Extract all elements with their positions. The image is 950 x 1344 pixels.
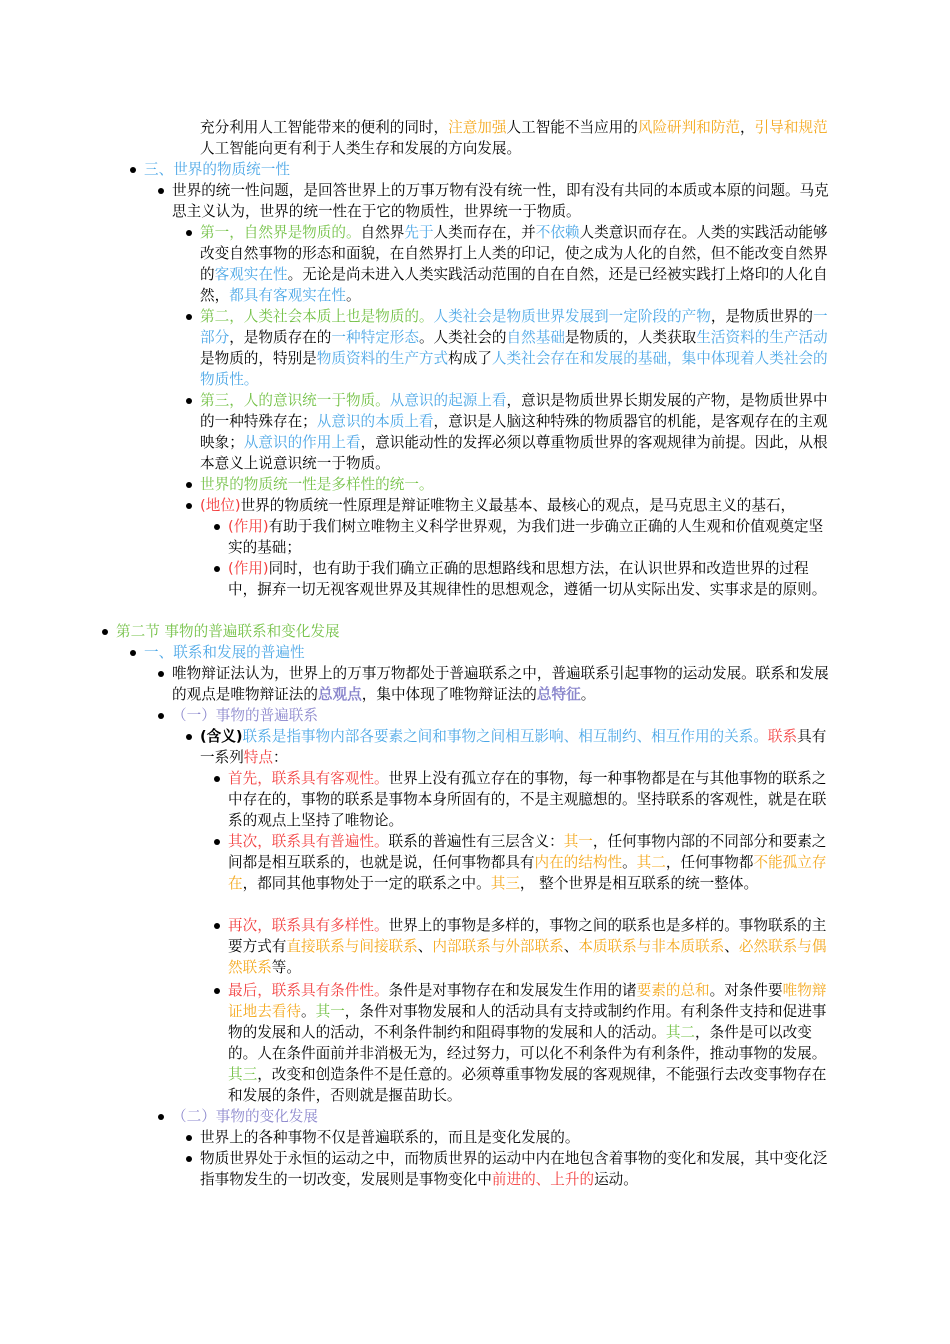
text-run: ，	[740, 119, 755, 136]
text-run: ， 整个世界是相互联系的统一整体。	[519, 875, 759, 892]
text-run: ：	[273, 749, 288, 766]
text-run: 同时，也有助于我们确立正确的思想路线和思想方法，在认识世界和改造世界的过程中，摒弃一切无视客观世界及其规律性的思想观念，遵循一切从实际出发、实事求是的原则。	[228, 560, 827, 598]
text-run: 注意加强	[448, 119, 507, 136]
text-run: 不能孤立存在	[228, 854, 827, 892]
text-run: 生活资料的生产活动	[696, 329, 828, 346]
text-run: 总观点	[317, 686, 362, 703]
text-run: 。对条件要	[709, 982, 783, 999]
text-run: 人类意识而存在。人类的实践活动能够改变自然事物的形态和面貌，在自然界打上人类的印记，使之成为人化的自然，但不能改变自然界的	[200, 224, 828, 283]
text-run: 世界上的事物是多样的，事物之间的联系也是多样的。事物联系的主要方式有	[228, 917, 827, 955]
bullet-icon	[186, 482, 192, 488]
text-run: 从意识的起源上看	[389, 392, 507, 409]
list-item	[228, 768, 836, 831]
text-run: 一、联系和发展的普遍性	[144, 644, 305, 661]
text-run: 其三	[228, 1066, 258, 1083]
bullet-icon	[214, 566, 220, 572]
list-item	[228, 831, 836, 894]
text-run: 联系是指事物内部各要素之间和事物之间相互影响、相互制约、相互作用的关系。	[242, 728, 768, 745]
text-run: 充分利用人工智能带来的便利的同时，	[200, 119, 449, 136]
text-run: 。	[622, 854, 637, 871]
text-run: 本质联系与非本质联系	[578, 938, 725, 955]
text-run: 物质世界处于永恒的运动之中，而物质世界的运动中内在地包含着事物的变化和发展，其中变化泛指事物发生的一切改变，发展则是事物变化中	[200, 1150, 828, 1188]
text-run: 其一	[315, 1003, 345, 1020]
text-run: 都具有客观实在性	[229, 287, 346, 304]
text-run: ，意识能动性的发挥必须以尊重物质世界的客观规律为前提。因此，从根本意义上说意识统一于物质。	[200, 434, 828, 472]
bullet-icon	[102, 629, 108, 635]
bullet-icon	[186, 503, 192, 509]
text-run: 要素的总和	[636, 982, 710, 999]
list-item	[144, 642, 836, 663]
text-run: (作用)	[228, 560, 269, 577]
bullet-icon	[158, 671, 164, 677]
text-run: 第三，人的意识统一于物质。	[200, 392, 390, 409]
bullet-icon	[214, 776, 220, 782]
text-run: 。人类社会的	[418, 329, 507, 346]
text-run: 引导和规范	[754, 119, 828, 136]
list-item	[228, 980, 836, 1106]
text-run: 第一，自然界是物质的。	[200, 224, 361, 241]
text-run: 、	[417, 938, 433, 955]
list-item	[172, 705, 836, 726]
text-run: 一部分	[200, 308, 828, 346]
bullet-icon	[186, 398, 192, 404]
list-item	[228, 516, 836, 558]
text-run: 人类社会存在和发展的基础，集中体现着人类社会的物质性。	[200, 350, 828, 388]
list-item	[200, 390, 836, 474]
text-run: ，任何事物都	[665, 854, 754, 871]
text-run: 其二	[636, 854, 666, 871]
text-run: (含义)	[200, 728, 243, 745]
bullet-icon	[186, 734, 192, 740]
bullet-icon	[130, 167, 136, 173]
text-run: 。	[345, 287, 361, 304]
text-run: （一）事物的普遍联系	[172, 707, 318, 724]
list-item	[200, 474, 836, 495]
text-run: ，意识是物质世界长期发展的产物，是物质世界中的一种特殊存在；	[200, 392, 828, 430]
list-item	[116, 621, 836, 642]
text-run: 联系的普遍性有三层含义：	[388, 833, 564, 850]
text-run: ，条件是可以改变的。人在条件面前并非消极无为，经过努力，可以化不利条件为有利条件，推动事物的发展。	[228, 1024, 827, 1062]
list-item	[172, 180, 836, 222]
list-item	[200, 1127, 836, 1148]
text-run: 世界的物质统一性原理是辩证唯物主义最基本、最核心的观点，是马克思主义的基石，	[240, 497, 796, 514]
bullet-icon	[158, 188, 164, 194]
bullet-icon	[214, 923, 220, 929]
text-run: 。	[580, 686, 596, 703]
text-run: 三、世界的物质统一性	[144, 161, 290, 178]
text-run: 世界上的各种事物不仅是普遍联系的，而且是变化发展的。	[200, 1129, 580, 1146]
text-run: 其次，联系具有普遍性。	[228, 833, 389, 850]
bullet-icon	[130, 650, 136, 656]
bullet-icon	[158, 713, 164, 719]
list-item	[172, 663, 836, 705]
text-run: 。无论是尚未进入人类实践活动范围的自在自然，还是已经被实践打上烙印的人化自然，	[200, 266, 828, 304]
list-item	[200, 726, 836, 768]
text-run: 最后，联系具有条件性。	[228, 982, 389, 999]
list-item	[200, 306, 836, 390]
list-item	[144, 159, 836, 180]
text-run: 前进的、上升的	[491, 1171, 595, 1188]
text-run: 首先，联系具有客观性。	[228, 770, 389, 787]
text-run: (作用)	[228, 518, 269, 535]
text-run: 其一	[563, 833, 593, 850]
text-run: 第二节 事物的普遍联系和变化发展	[116, 623, 340, 640]
text-run: ，任何事物内部的不同部分和要素之间都是相互联系的，也就是说，任何事物都具有	[228, 833, 827, 871]
bullet-icon	[186, 230, 192, 236]
text-run: 风险研判和防范	[637, 119, 741, 136]
text-run: 世界的统一性问题，是回答世界上的万事万物有没有统一性，即有没有共同的本质或本原的问题。马克思主义认为，世界的统一性在于它的物质性，世界统一于物质。	[172, 182, 829, 220]
text-run: 内部联系与外部联系	[432, 938, 564, 955]
bullet-icon	[186, 1156, 192, 1162]
bullet-icon	[214, 839, 220, 845]
text-run: 自然基础	[506, 329, 565, 346]
text-run: 人类社会是物质世界发展到一定阶段的产物	[433, 308, 711, 325]
text-run: 其三	[490, 875, 520, 892]
text-run: 再次，联系具有多样性。	[228, 917, 389, 934]
text-run: 运动。	[594, 1171, 638, 1188]
text-run: 唯物辩证地去看待	[228, 982, 827, 1020]
list-item	[200, 222, 836, 306]
text-run: ，是物质世界的	[710, 308, 813, 325]
text-run: 不依赖	[535, 224, 580, 241]
text-run: 先于	[404, 224, 434, 241]
text-run: 世界的物质统一性是多样性的统一。	[200, 476, 434, 493]
text-run: 具有一系列	[200, 728, 827, 766]
text-run: 其二	[665, 1024, 696, 1041]
list-item	[172, 1106, 836, 1127]
list-item	[200, 1148, 836, 1190]
bullet-icon	[186, 1135, 192, 1141]
text-run: 直接联系与间接联系	[286, 938, 418, 955]
list-item	[200, 495, 836, 516]
text-run: 客观实在性	[214, 266, 288, 283]
text-run: 唯物辩证法认为，世界上的万事万物都处于普遍联系之中，普遍联系引起事物的运动发展。联系和发展的观点是唯物辩证法的	[172, 665, 829, 703]
text-run: ，改变和创造条件不是任意的。必须尊重事物发展的客观规律，不能强行去改变事物存在和发展的条件，否则就是揠苗助长。	[228, 1066, 827, 1104]
text-run: 必然联系与偶然联系	[228, 938, 827, 976]
text-run: ，条件对事物发展和人的活动具有支持或制约作用。有利条件支持和促进事物的发展和人的活动，不利条件制约和阻碍事物的发展和人的活动。	[228, 1003, 827, 1041]
text-run: 人工智能向更有利于人类生存和发展的方向发展。	[200, 140, 522, 157]
text-run: 世界上没有孤立存在的事物，每一种事物都是在与其他事物的联系之中存在的，事物的联系是事物本身所固有的，不是主观臆想的。坚持联系的客观性，就是在联系的观点上坚持了唯物论。	[228, 770, 827, 829]
text-run: 条件是对事物存在和发展发生作用的诸	[388, 982, 637, 999]
bullet-icon	[186, 314, 192, 320]
bullet-icon	[214, 988, 220, 994]
text-run: 内在的结构性	[534, 854, 623, 871]
text-run: 人类而存在，并	[433, 224, 536, 241]
text-run: 第二，人类社会本质上也是物质的。	[200, 308, 434, 325]
text-run: 从意识的本质上看	[316, 413, 434, 430]
list-item	[228, 558, 836, 600]
text-run: 、	[563, 938, 579, 955]
bullet-icon	[158, 1114, 164, 1120]
text-run: 等。	[271, 959, 301, 976]
bullet-icon	[214, 524, 220, 530]
list-item	[200, 117, 836, 159]
text-run: 。	[300, 1003, 316, 1020]
text-run: 特点	[243, 749, 273, 766]
list-item	[228, 915, 836, 978]
text-run: ，都同其他事物处于一定的联系之中。	[242, 875, 491, 892]
text-run: (地位)	[200, 497, 241, 514]
text-run: ，意识是人脑这种特殊的物质器官的机能，是客观存在的主观映象；	[200, 413, 828, 451]
text-run: 物质资料的生产方式	[316, 350, 449, 367]
text-run: ，集中体现了唯物辩证法的	[361, 686, 537, 703]
text-run: 总特征	[536, 686, 581, 703]
text-run: 人工智能不当应用的	[506, 119, 638, 136]
text-run: 有助于我们树立唯物主义科学世界观，为我们进一步确立正确的人生观和价值观奠定坚实的基础；	[228, 518, 824, 556]
text-run: 联系	[767, 728, 798, 745]
text-run: 一种特定形态	[331, 329, 419, 346]
text-run: 是物质的，特别是	[200, 350, 317, 367]
text-run: 自然界	[360, 224, 405, 241]
text-run: ，是物质存在的	[229, 329, 332, 346]
text-run: 、	[724, 938, 739, 955]
text-run: 构成了	[448, 350, 492, 367]
text-run: （二）事物的变化发展	[172, 1108, 318, 1125]
text-run: 从意识的作用上看	[243, 434, 361, 451]
text-run: 是物质的，人类获取	[564, 329, 697, 346]
